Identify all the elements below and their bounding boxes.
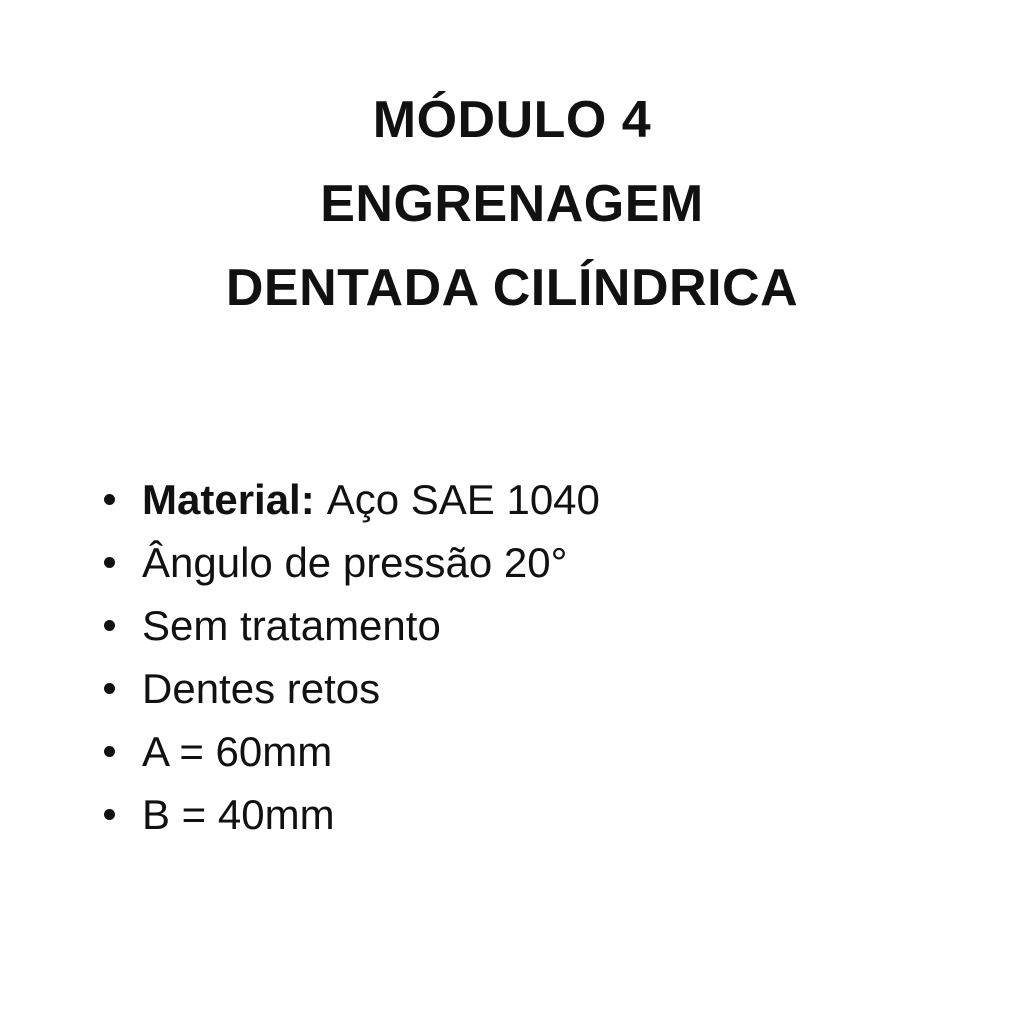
title-line-gear: ENGRENAGEM — [320, 175, 704, 233]
spec-label: Material: — [142, 476, 315, 523]
bullet-icon — [104, 620, 115, 631]
spec-text: Dentes retos — [142, 665, 381, 712]
spec-text: A = 60mm — [142, 728, 333, 775]
spec-item-teeth — [104, 657, 600, 720]
bullet-icon — [104, 557, 115, 568]
title-line-module: MÓDULO 4 — [372, 91, 652, 149]
spec-text: Sem tratamento — [142, 602, 441, 649]
title-block — [0, 78, 1024, 330]
spec-text: Aço SAE 1040 — [326, 476, 600, 523]
bullet-icon — [104, 746, 115, 757]
spec-item-dimension-a — [104, 720, 600, 783]
spec-item-material — [104, 468, 600, 531]
spec-text: B = 40mm — [142, 791, 335, 838]
bullet-icon — [104, 494, 115, 505]
spec-list — [104, 468, 600, 846]
bullet-icon — [104, 683, 115, 694]
spec-item-treatment — [104, 594, 600, 657]
bullet-icon — [104, 809, 115, 820]
title-line-type: DENTADA CILÍNDRICA — [225, 259, 799, 317]
spec-text: Ângulo de pressão 20° — [142, 539, 568, 586]
spec-item-pressure-angle — [104, 531, 600, 594]
spec-item-dimension-b — [104, 783, 600, 846]
